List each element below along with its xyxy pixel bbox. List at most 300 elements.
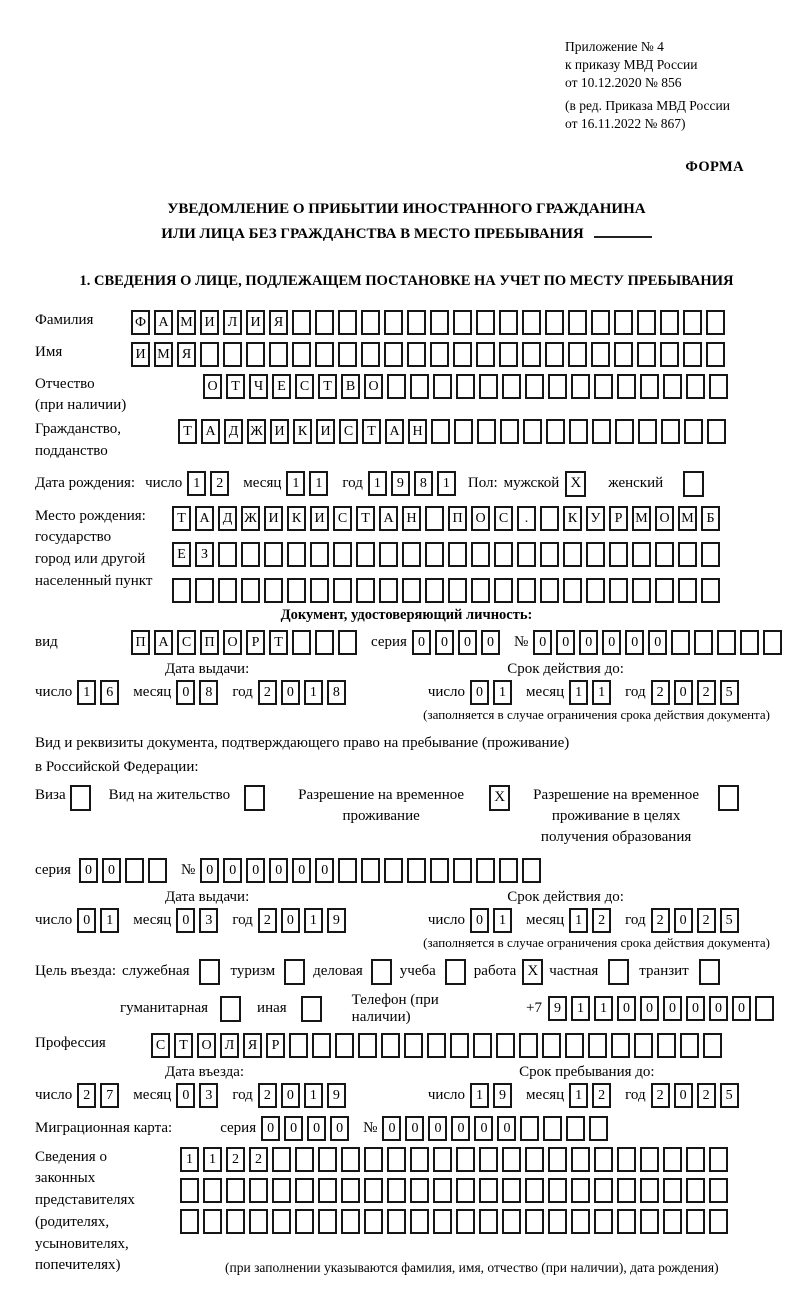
char-box[interactable]	[548, 374, 567, 399]
char-box[interactable]	[617, 1209, 636, 1234]
char-box[interactable]	[589, 1116, 608, 1141]
char-box[interactable]: Ч	[249, 374, 268, 399]
char-box[interactable]	[264, 578, 283, 603]
char-box[interactable]: Л	[223, 310, 242, 335]
char-box[interactable]	[615, 419, 634, 444]
char-box[interactable]	[364, 1209, 383, 1234]
char-box[interactable]	[709, 1147, 728, 1172]
char-box[interactable]: 1	[100, 908, 119, 933]
char-box[interactable]	[425, 578, 444, 603]
sex-female-checkbox[interactable]	[683, 471, 704, 497]
char-box[interactable]	[295, 1147, 314, 1172]
char-box[interactable]: 5	[720, 680, 739, 705]
temp-residence-checkbox[interactable]: X	[489, 785, 510, 811]
char-box[interactable]	[592, 419, 611, 444]
char-box[interactable]	[410, 1147, 429, 1172]
char-box[interactable]: П	[200, 630, 219, 655]
char-box[interactable]: С	[339, 419, 358, 444]
char-box[interactable]: А	[385, 419, 404, 444]
char-box[interactable]: С	[151, 1033, 170, 1058]
char-box[interactable]	[453, 858, 472, 883]
char-box[interactable]: Т	[174, 1033, 193, 1058]
char-box[interactable]	[632, 542, 651, 567]
char-box[interactable]	[407, 858, 426, 883]
char-box[interactable]: Н	[402, 506, 421, 531]
char-box[interactable]	[543, 1116, 562, 1141]
char-box[interactable]	[476, 310, 495, 335]
char-box[interactable]	[740, 630, 759, 655]
char-box[interactable]	[358, 1033, 377, 1058]
char-box[interactable]	[315, 342, 334, 367]
char-box[interactable]	[499, 858, 518, 883]
char-box[interactable]: 0	[405, 1116, 424, 1141]
char-box[interactable]	[387, 1178, 406, 1203]
char-box[interactable]	[525, 1209, 544, 1234]
char-box[interactable]: 3	[199, 1083, 218, 1108]
char-box[interactable]: Е	[272, 374, 291, 399]
char-box[interactable]: 9	[493, 1083, 512, 1108]
char-box[interactable]	[617, 1178, 636, 1203]
char-box[interactable]: 1	[592, 680, 611, 705]
char-box[interactable]: 1	[594, 996, 613, 1021]
char-box[interactable]: 2	[697, 1083, 716, 1108]
char-box[interactable]: Т	[318, 374, 337, 399]
char-box[interactable]: Ж	[247, 419, 266, 444]
char-box[interactable]	[407, 342, 426, 367]
char-box[interactable]	[684, 419, 703, 444]
char-box[interactable]	[637, 310, 656, 335]
char-box[interactable]: 0	[176, 908, 195, 933]
char-box[interactable]: М	[678, 506, 697, 531]
char-box[interactable]	[568, 310, 587, 335]
char-box[interactable]	[517, 578, 536, 603]
char-box[interactable]	[402, 578, 421, 603]
char-box[interactable]	[356, 542, 375, 567]
purpose-private-checkbox[interactable]	[608, 959, 629, 985]
char-box[interactable]	[433, 374, 452, 399]
char-box[interactable]	[663, 1178, 682, 1203]
char-box[interactable]: И	[200, 310, 219, 335]
char-box[interactable]: Ж	[241, 506, 260, 531]
char-box[interactable]	[200, 342, 219, 367]
char-box[interactable]: К	[287, 506, 306, 531]
char-box[interactable]	[502, 374, 521, 399]
char-box[interactable]: К	[293, 419, 312, 444]
char-box[interactable]: 3	[199, 908, 218, 933]
char-box[interactable]: 2	[697, 908, 716, 933]
char-box[interactable]	[571, 1147, 590, 1172]
char-box[interactable]: 0	[176, 1083, 195, 1108]
char-box[interactable]	[614, 310, 633, 335]
char-box[interactable]: 0	[269, 858, 288, 883]
char-box[interactable]	[640, 1147, 659, 1172]
char-box[interactable]	[525, 1178, 544, 1203]
char-box[interactable]: 1	[571, 996, 590, 1021]
char-box[interactable]: 0	[474, 1116, 493, 1141]
char-box[interactable]: М	[632, 506, 651, 531]
char-box[interactable]	[333, 578, 352, 603]
char-box[interactable]	[246, 342, 265, 367]
char-box[interactable]: 1	[569, 680, 588, 705]
char-box[interactable]	[571, 1209, 590, 1234]
char-box[interactable]	[203, 1209, 222, 1234]
char-box[interactable]	[548, 1178, 567, 1203]
purpose-other-checkbox[interactable]	[301, 996, 322, 1022]
char-box[interactable]: 2	[651, 1083, 670, 1108]
char-box[interactable]	[476, 858, 495, 883]
char-box[interactable]	[384, 342, 403, 367]
char-box[interactable]: 0	[674, 908, 693, 933]
char-box[interactable]: 2	[651, 680, 670, 705]
char-box[interactable]: О	[655, 506, 674, 531]
char-box[interactable]: 8	[327, 680, 346, 705]
char-box[interactable]: 0	[533, 630, 552, 655]
char-box[interactable]: 0	[315, 858, 334, 883]
char-box[interactable]	[310, 542, 329, 567]
char-box[interactable]	[310, 578, 329, 603]
char-box[interactable]	[548, 1209, 567, 1234]
char-box[interactable]: 0	[617, 996, 636, 1021]
char-box[interactable]	[571, 374, 590, 399]
char-box[interactable]	[477, 419, 496, 444]
char-box[interactable]	[545, 310, 564, 335]
char-box[interactable]	[588, 1033, 607, 1058]
char-box[interactable]	[387, 374, 406, 399]
char-box[interactable]	[456, 374, 475, 399]
char-box[interactable]	[203, 1178, 222, 1203]
char-box[interactable]	[479, 374, 498, 399]
char-box[interactable]	[494, 542, 513, 567]
char-box[interactable]: 0	[674, 1083, 693, 1108]
char-box[interactable]	[709, 374, 728, 399]
char-box[interactable]	[479, 1147, 498, 1172]
char-box[interactable]	[683, 310, 702, 335]
char-box[interactable]	[249, 1209, 268, 1234]
char-box[interactable]	[410, 1178, 429, 1203]
char-box[interactable]: 0	[470, 908, 489, 933]
char-box[interactable]	[454, 419, 473, 444]
char-box[interactable]	[517, 542, 536, 567]
char-box[interactable]	[425, 506, 444, 531]
char-box[interactable]	[195, 578, 214, 603]
char-box[interactable]	[287, 542, 306, 567]
char-box[interactable]	[381, 1033, 400, 1058]
char-box[interactable]	[315, 310, 334, 335]
char-box[interactable]	[671, 630, 690, 655]
char-box[interactable]: 0	[281, 680, 300, 705]
char-box[interactable]	[361, 310, 380, 335]
char-box[interactable]	[295, 1209, 314, 1234]
char-box[interactable]	[341, 1178, 360, 1203]
char-box[interactable]: 0	[307, 1116, 326, 1141]
char-box[interactable]	[594, 1178, 613, 1203]
char-box[interactable]	[525, 374, 544, 399]
purpose-humanitarian-checkbox[interactable]	[220, 996, 241, 1022]
char-box[interactable]	[522, 310, 541, 335]
char-box[interactable]: 0	[663, 996, 682, 1021]
char-box[interactable]	[453, 342, 472, 367]
char-box[interactable]	[430, 310, 449, 335]
char-box[interactable]: С	[295, 374, 314, 399]
char-box[interactable]: 2	[226, 1147, 245, 1172]
char-box[interactable]: 2	[77, 1083, 96, 1108]
char-box[interactable]: И	[131, 342, 150, 367]
char-box[interactable]	[272, 1178, 291, 1203]
char-box[interactable]: 0	[79, 858, 98, 883]
char-box[interactable]	[655, 578, 674, 603]
char-box[interactable]: 9	[391, 471, 410, 496]
char-box[interactable]: 2	[210, 471, 229, 496]
char-box[interactable]: 0	[382, 1116, 401, 1141]
char-box[interactable]: С	[177, 630, 196, 655]
char-box[interactable]	[545, 342, 564, 367]
char-box[interactable]	[546, 419, 565, 444]
char-box[interactable]	[410, 374, 429, 399]
char-box[interactable]	[611, 1033, 630, 1058]
char-box[interactable]: 0	[481, 630, 500, 655]
char-box[interactable]	[430, 342, 449, 367]
char-box[interactable]: 1	[493, 908, 512, 933]
char-box[interactable]: 1	[304, 1083, 323, 1108]
char-box[interactable]	[241, 542, 260, 567]
char-box[interactable]	[594, 374, 613, 399]
char-box[interactable]	[717, 630, 736, 655]
char-box[interactable]: Д	[218, 506, 237, 531]
char-box[interactable]	[709, 1209, 728, 1234]
purpose-official-checkbox[interactable]	[199, 959, 220, 985]
char-box[interactable]	[522, 342, 541, 367]
char-box[interactable]	[663, 1209, 682, 1234]
char-box[interactable]: 2	[249, 1147, 268, 1172]
char-box[interactable]: П	[131, 630, 150, 655]
char-box[interactable]: 0	[281, 908, 300, 933]
char-box[interactable]: 1	[77, 680, 96, 705]
char-box[interactable]: Т	[362, 419, 381, 444]
char-box[interactable]	[502, 1178, 521, 1203]
char-box[interactable]: 0	[102, 858, 121, 883]
char-box[interactable]	[709, 1178, 728, 1203]
char-box[interactable]	[686, 1209, 705, 1234]
char-box[interactable]: О	[203, 374, 222, 399]
char-box[interactable]	[678, 578, 697, 603]
char-box[interactable]: 0	[648, 630, 667, 655]
char-box[interactable]	[249, 1178, 268, 1203]
char-box[interactable]: И	[264, 506, 283, 531]
char-box[interactable]	[226, 1178, 245, 1203]
char-box[interactable]: 0	[556, 630, 575, 655]
char-box[interactable]	[686, 1178, 705, 1203]
char-box[interactable]: 2	[697, 680, 716, 705]
char-box[interactable]: 2	[592, 908, 611, 933]
char-box[interactable]: О	[471, 506, 490, 531]
char-box[interactable]: З	[195, 542, 214, 567]
char-box[interactable]	[523, 419, 542, 444]
char-box[interactable]: 1	[470, 1083, 489, 1108]
char-box[interactable]	[614, 342, 633, 367]
char-box[interactable]	[706, 310, 725, 335]
char-box[interactable]	[661, 419, 680, 444]
char-box[interactable]	[431, 419, 450, 444]
purpose-tourism-checkbox[interactable]	[284, 959, 305, 985]
char-box[interactable]	[502, 1209, 521, 1234]
char-box[interactable]: 6	[100, 680, 119, 705]
char-box[interactable]: С	[333, 506, 352, 531]
char-box[interactable]	[706, 342, 725, 367]
char-box[interactable]	[338, 858, 357, 883]
char-box[interactable]	[568, 342, 587, 367]
char-box[interactable]: 0	[246, 858, 265, 883]
char-box[interactable]	[586, 578, 605, 603]
char-box[interactable]	[540, 542, 559, 567]
char-box[interactable]: 0	[579, 630, 598, 655]
char-box[interactable]: Я	[243, 1033, 262, 1058]
char-box[interactable]	[701, 578, 720, 603]
char-box[interactable]: 0	[732, 996, 751, 1021]
char-box[interactable]	[683, 342, 702, 367]
char-box[interactable]	[356, 578, 375, 603]
char-box[interactable]	[338, 342, 357, 367]
char-box[interactable]	[496, 1033, 515, 1058]
char-box[interactable]	[364, 1147, 383, 1172]
char-box[interactable]: 2	[651, 908, 670, 933]
purpose-transit-checkbox[interactable]	[699, 959, 720, 985]
char-box[interactable]: 0	[470, 680, 489, 705]
char-box[interactable]: Ф	[131, 310, 150, 335]
char-box[interactable]	[640, 1178, 659, 1203]
char-box[interactable]	[479, 1209, 498, 1234]
char-box[interactable]: 0	[458, 630, 477, 655]
char-box[interactable]	[361, 342, 380, 367]
char-box[interactable]	[226, 1209, 245, 1234]
char-box[interactable]: И	[270, 419, 289, 444]
char-box[interactable]: 0	[284, 1116, 303, 1141]
char-box[interactable]: 0	[674, 680, 693, 705]
char-box[interactable]	[563, 578, 582, 603]
char-box[interactable]	[335, 1033, 354, 1058]
char-box[interactable]	[663, 1147, 682, 1172]
char-box[interactable]: 0	[200, 858, 219, 883]
char-box[interactable]: 1	[569, 908, 588, 933]
char-box[interactable]	[387, 1209, 406, 1234]
char-box[interactable]	[456, 1178, 475, 1203]
char-box[interactable]	[525, 1147, 544, 1172]
char-box[interactable]	[430, 858, 449, 883]
char-box[interactable]	[522, 858, 541, 883]
char-box[interactable]	[520, 1116, 539, 1141]
visa-checkbox[interactable]	[70, 785, 91, 811]
char-box[interactable]: 0	[428, 1116, 447, 1141]
char-box[interactable]: Л	[220, 1033, 239, 1058]
char-box[interactable]	[427, 1033, 446, 1058]
char-box[interactable]: 1	[309, 471, 328, 496]
char-box[interactable]: 0	[451, 1116, 470, 1141]
char-box[interactable]: О	[223, 630, 242, 655]
char-box[interactable]	[404, 1033, 423, 1058]
char-box[interactable]	[540, 578, 559, 603]
char-box[interactable]: 0	[686, 996, 705, 1021]
char-box[interactable]: П	[448, 506, 467, 531]
char-box[interactable]	[473, 1033, 492, 1058]
char-box[interactable]: Е	[172, 542, 191, 567]
char-box[interactable]	[318, 1178, 337, 1203]
char-box[interactable]: 0	[281, 1083, 300, 1108]
char-box[interactable]: М	[154, 342, 173, 367]
char-box[interactable]	[315, 630, 334, 655]
char-box[interactable]	[384, 858, 403, 883]
char-box[interactable]	[341, 1147, 360, 1172]
char-box[interactable]: К	[563, 506, 582, 531]
char-box[interactable]: И	[316, 419, 335, 444]
char-box[interactable]	[410, 1209, 429, 1234]
char-box[interactable]: 1	[569, 1083, 588, 1108]
char-box[interactable]	[407, 310, 426, 335]
char-box[interactable]: Б	[701, 506, 720, 531]
char-box[interactable]	[433, 1209, 452, 1234]
char-box[interactable]	[763, 630, 782, 655]
char-box[interactable]: А	[379, 506, 398, 531]
char-box[interactable]: А	[201, 419, 220, 444]
char-box[interactable]	[540, 506, 559, 531]
char-box[interactable]	[701, 542, 720, 567]
char-box[interactable]: Н	[408, 419, 427, 444]
char-box[interactable]: Д	[224, 419, 243, 444]
char-box[interactable]: 1	[368, 471, 387, 496]
char-box[interactable]	[476, 342, 495, 367]
char-box[interactable]	[172, 578, 191, 603]
char-box[interactable]: 9	[548, 996, 567, 1021]
char-box[interactable]	[594, 1209, 613, 1234]
char-box[interactable]	[269, 342, 288, 367]
char-box[interactable]: 1	[180, 1147, 199, 1172]
char-box[interactable]	[272, 1209, 291, 1234]
char-box[interactable]	[180, 1178, 199, 1203]
char-box[interactable]	[292, 342, 311, 367]
char-box[interactable]	[450, 1033, 469, 1058]
char-box[interactable]	[425, 542, 444, 567]
char-box[interactable]: И	[246, 310, 265, 335]
char-box[interactable]: А	[154, 630, 173, 655]
char-box[interactable]	[655, 542, 674, 567]
char-box[interactable]: Т	[226, 374, 245, 399]
char-box[interactable]: 7	[100, 1083, 119, 1108]
char-box[interactable]	[563, 542, 582, 567]
char-box[interactable]	[264, 542, 283, 567]
char-box[interactable]	[660, 310, 679, 335]
char-box[interactable]: Я	[269, 310, 288, 335]
char-box[interactable]: А	[195, 506, 214, 531]
char-box[interactable]	[686, 374, 705, 399]
char-box[interactable]	[218, 542, 237, 567]
char-box[interactable]	[218, 578, 237, 603]
char-box[interactable]	[637, 342, 656, 367]
char-box[interactable]: Т	[269, 630, 288, 655]
char-box[interactable]	[379, 578, 398, 603]
char-box[interactable]	[287, 578, 306, 603]
char-box[interactable]	[499, 310, 518, 335]
char-box[interactable]	[456, 1147, 475, 1172]
char-box[interactable]	[499, 342, 518, 367]
char-box[interactable]	[566, 1116, 585, 1141]
char-box[interactable]: 0	[292, 858, 311, 883]
char-box[interactable]: 1	[187, 471, 206, 496]
char-box[interactable]: 1	[203, 1147, 222, 1172]
char-box[interactable]: С	[494, 506, 513, 531]
char-box[interactable]	[640, 374, 659, 399]
char-box[interactable]	[148, 858, 167, 883]
char-box[interactable]: Т	[178, 419, 197, 444]
char-box[interactable]	[272, 1147, 291, 1172]
char-box[interactable]	[640, 1209, 659, 1234]
